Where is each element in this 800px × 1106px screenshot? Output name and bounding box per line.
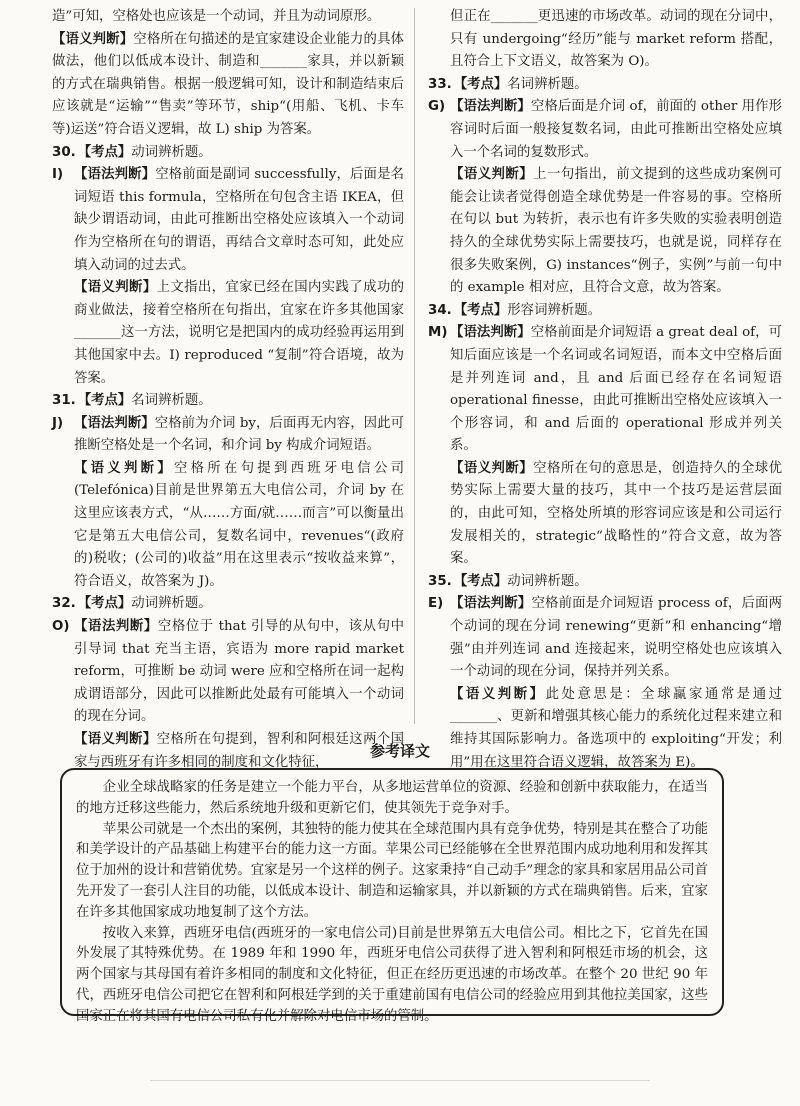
translation-title: 参考译文 <box>369 742 430 760</box>
para-right-3 <box>428 164 782 300</box>
grammar-tag: 【语法判断】 <box>74 415 155 431</box>
question-32-header <box>52 593 404 616</box>
para-text: 空格所在句的意思是，创造持久的全球优势实际上需要大量的技巧，其中一个技巧是运营层面的，由此可知，空格处所填的形容词应该是和公司运行发展相关的，strategic“战略性的”符合文意，故为答案。 <box>450 460 783 567</box>
question-number: 33. <box>428 76 452 92</box>
semantic-tag: 【语义判断】 <box>74 280 157 296</box>
grammar-tag: 【语法判断】 <box>450 325 531 341</box>
question-number: 31. <box>52 393 76 409</box>
left-column <box>52 6 404 774</box>
para-text: 空格前面是副词 successfully，后面是名词短语 this formula，空格所在句包含主语 IKEA，但缺少谓语动词，由此可推断出空格处应该填入一个动词作为空格所在句的谓语，再结合文章时态可知，此处应填入动词的过去式。 <box>74 167 405 273</box>
point-tag: 【考点】 <box>453 302 508 318</box>
grammar-tag: 【语法判断】 <box>450 99 531 115</box>
point-tag: 【考点】 <box>77 144 132 160</box>
answer-letter: I) <box>52 167 64 183</box>
answer-letter: J) <box>52 415 64 431</box>
para-left-4 <box>52 277 404 390</box>
para-text: 动词辨析题。 <box>507 573 588 589</box>
translation-paragraph-1: 企业全球战略家的任务是建立一个能力平台，从多地运营单位的资源、经验和创新中获取能力，在适当的地方迁移这些能力，然后系统地升级和更新它们，使其领先于竞争对手。 <box>76 780 708 816</box>
para-right-5 <box>428 322 782 458</box>
semantic-tag: 【语义判断】 <box>74 732 157 747</box>
para-left-9 <box>52 616 404 729</box>
question-35-header <box>428 571 782 594</box>
para-text: 空格位于 that 引导的从句中，该从句中引导词 that 充当主语，宾语为 more rapid market reform，可推断 be 动词 were 应和空格所在词一起构成谓语部分，因此可以推断此处最有可能填入一个动词的现在分词。 <box>74 619 405 725</box>
para-text: 空格所在句描述的是宜家建设企业能力的具体做法，他们以低成本设计、制造和_______家具，并以新颖的方式在瑞典销售。根据一般逻辑可知，设计和制造结束后应该就是“运输”“售卖”等环节，ship“(用船、飞机、卡车等)运送”符合语义逻辑，故 L) ship 为答案。 <box>52 31 405 137</box>
semantic-tag: 【语义判断】 <box>450 460 534 476</box>
grammar-tag: 【语法判断】 <box>450 596 532 612</box>
question-number: 32. <box>52 596 76 612</box>
semantic-tag: 【语义判断】 <box>450 686 546 702</box>
question-34-header <box>428 300 782 323</box>
semantic-tag: 【语义判断】 <box>74 460 174 476</box>
para-text: 造”可知，空格处也应该是一个动词，并且为动词原形。 <box>52 9 381 24</box>
question-31-header <box>52 390 404 413</box>
para-right-6 <box>428 458 782 571</box>
para-text: 名词辨析题。 <box>507 76 588 92</box>
point-tag: 【考点】 <box>453 573 508 589</box>
point-tag: 【考点】 <box>77 596 132 612</box>
para-text: 空格前面是介词短语 a great deal of，可知后面应该是一个名词或名词短语，而本文中空格后面是并列连词 and，且 and 后面已经存在名词短语 operational finesse，由此可推断出空格处应该填入一个形容词，和 and 后面的 operational 形成并列关系。 <box>450 325 782 454</box>
point-tag: 【考点】 <box>453 76 508 92</box>
column-divider <box>414 8 415 724</box>
para-left-1 <box>52 29 404 142</box>
para-text: 但正在_______更迅速的市场改革。动词的现在分词中，只有 undergoing“经历”能与 market reform 搭配，且符合上下文语义，故答案为 O)。 <box>450 9 782 70</box>
para-right-8 <box>428 593 782 683</box>
para-right-0 <box>428 6 782 74</box>
para-text: 空格后面是介词 of，前面的 other 用作形容词时后面一般接复数名词，由此可推断出空格处应填入一个名词的复数形式。 <box>450 99 783 160</box>
para-text: 动词辨析题。 <box>131 144 212 160</box>
point-tag: 【考点】 <box>77 393 132 409</box>
para-left-6 <box>52 413 404 458</box>
para-right-2 <box>428 96 782 164</box>
answer-letter: M) <box>428 325 448 341</box>
para-text: 形容词辨析题。 <box>507 302 602 318</box>
para-text: 动词辨析题。 <box>131 596 212 612</box>
question-number: 35. <box>428 573 452 589</box>
para-text: 空格所在句提到，智利和阿根廷这两个国家与西班牙有许多相同的制度和文化特征， <box>74 732 404 770</box>
para-text: 名词辨析题。 <box>131 393 212 409</box>
answer-letter: E) <box>428 596 444 612</box>
question-number: 30. <box>52 144 76 160</box>
grammar-tag: 【语法判断】 <box>74 619 158 635</box>
question-number: 34. <box>428 302 452 318</box>
para-left-3 <box>52 164 404 277</box>
para-text: 上文指出，宜家已经在国内实践了成功的商业做法，接着空格所在句指出，宜家在许多其他国家_______这一方法，说明它是把国内的成功经验再运用到其他国家中去。I) reproduced “复制”符合语境，故为答案。 <box>74 280 404 386</box>
right-column <box>428 6 782 774</box>
grammar-tag: 【语法判断】 <box>74 167 156 183</box>
footer-rule <box>150 1080 650 1081</box>
semantic-tag: 【语义判断】 <box>52 31 134 47</box>
para-text: 上一句指出，前文提到的这些成功案例可能会让读者觉得创造全球优势是一件容易的事。空格所在句以 but 为转折，表示也有许多失败的实验表明创造持久的全球优势实际上需要技巧，也就是说，同样存在很多失败案例，G) instances“例子，实例”与前一句中的 example 相对应，且符合文意，故为答案。 <box>450 167 783 296</box>
translation-paragraph-3: 按收入来算，西班牙电信(西班牙的一家电信公司)目前是世界第五大电信公司。相比之下，它首先在国外发展了其特殊优势。在 1989 年和 1990 年，西班牙电信公司获得了进入智利和阿根廷市场的机会，这两个国家与其母国有着许多相同的制度和文化特征，但正在经历更迅速的市场改革。在整个 20 世纪 90 年代，西班牙电信公司把它在智利和阿根廷学到的关于重建前国有电信公司的经验应用到其他拉美国家，这些国家正在将其国有电信公司私有化并解除对电信市场的管制。 <box>76 925 708 1024</box>
translation-box <box>60 768 724 1024</box>
answer-letter: O) <box>52 619 70 635</box>
para-left-7 <box>52 458 404 594</box>
semantic-tag: 【语义判断】 <box>450 167 534 183</box>
para-text: 空格所在句提到西班牙电信公司(Telefónica)目前是世界第五大电信公司，介词 by 在这里应该表方式，“从……方面/就……而言”可以衡量出它是第五大电信公司，复数名词中，revenues“(政府的)税收；(公司的)收益”用在这里表示“按收益来算”，符合语义，故答案为 J)。 <box>74 460 405 589</box>
question-33-header <box>428 74 782 97</box>
translation-paragraph-2: 苹果公司就是一个杰出的案例，其独特的能力使其在全球范围内具有竞争优势，特别是其在整合了功能和美学设计的产品基础上构建平台的能力这一方面。苹果公司已经能够在全世界范围内成功地利用和发挥其位于加州的设计和营销优势。宜家是另一个这样的例子。这家秉持“自己动手”理念的家具和家居用品公司首先开发了一套引人注目的功能，以低成本设计、制造和运输家具，并以新颖的方式在瑞典销售。后来，宜家在许多其他国家成功地复制了这个方法。 <box>76 821 708 920</box>
para-text: 空格前为介词 by，后面再无内容，因此可推断空格处是一个名词，和介词 by 构成介词短语。 <box>74 415 404 454</box>
answer-letter: G) <box>428 99 446 115</box>
para-text: 空格前面是介词短语 process of，后面两个动词的现在分词 renewing“更新”和 enhancing“增强”由并列连词 and 连接起来，说明空格处也应该填入一个动词的现在分词，保持并列关系。 <box>450 596 783 680</box>
para-left-0 <box>52 6 404 29</box>
para-text: 此处意思是：全球赢家通常是通过_______、更新和增强其核心能力的系统化过程来建立和维持其国际影响力。备选项中的 exploiting“开发；利用”用在这里符合语义逻辑，故答案为 E)。 <box>450 686 783 770</box>
question-30-header <box>52 142 404 165</box>
